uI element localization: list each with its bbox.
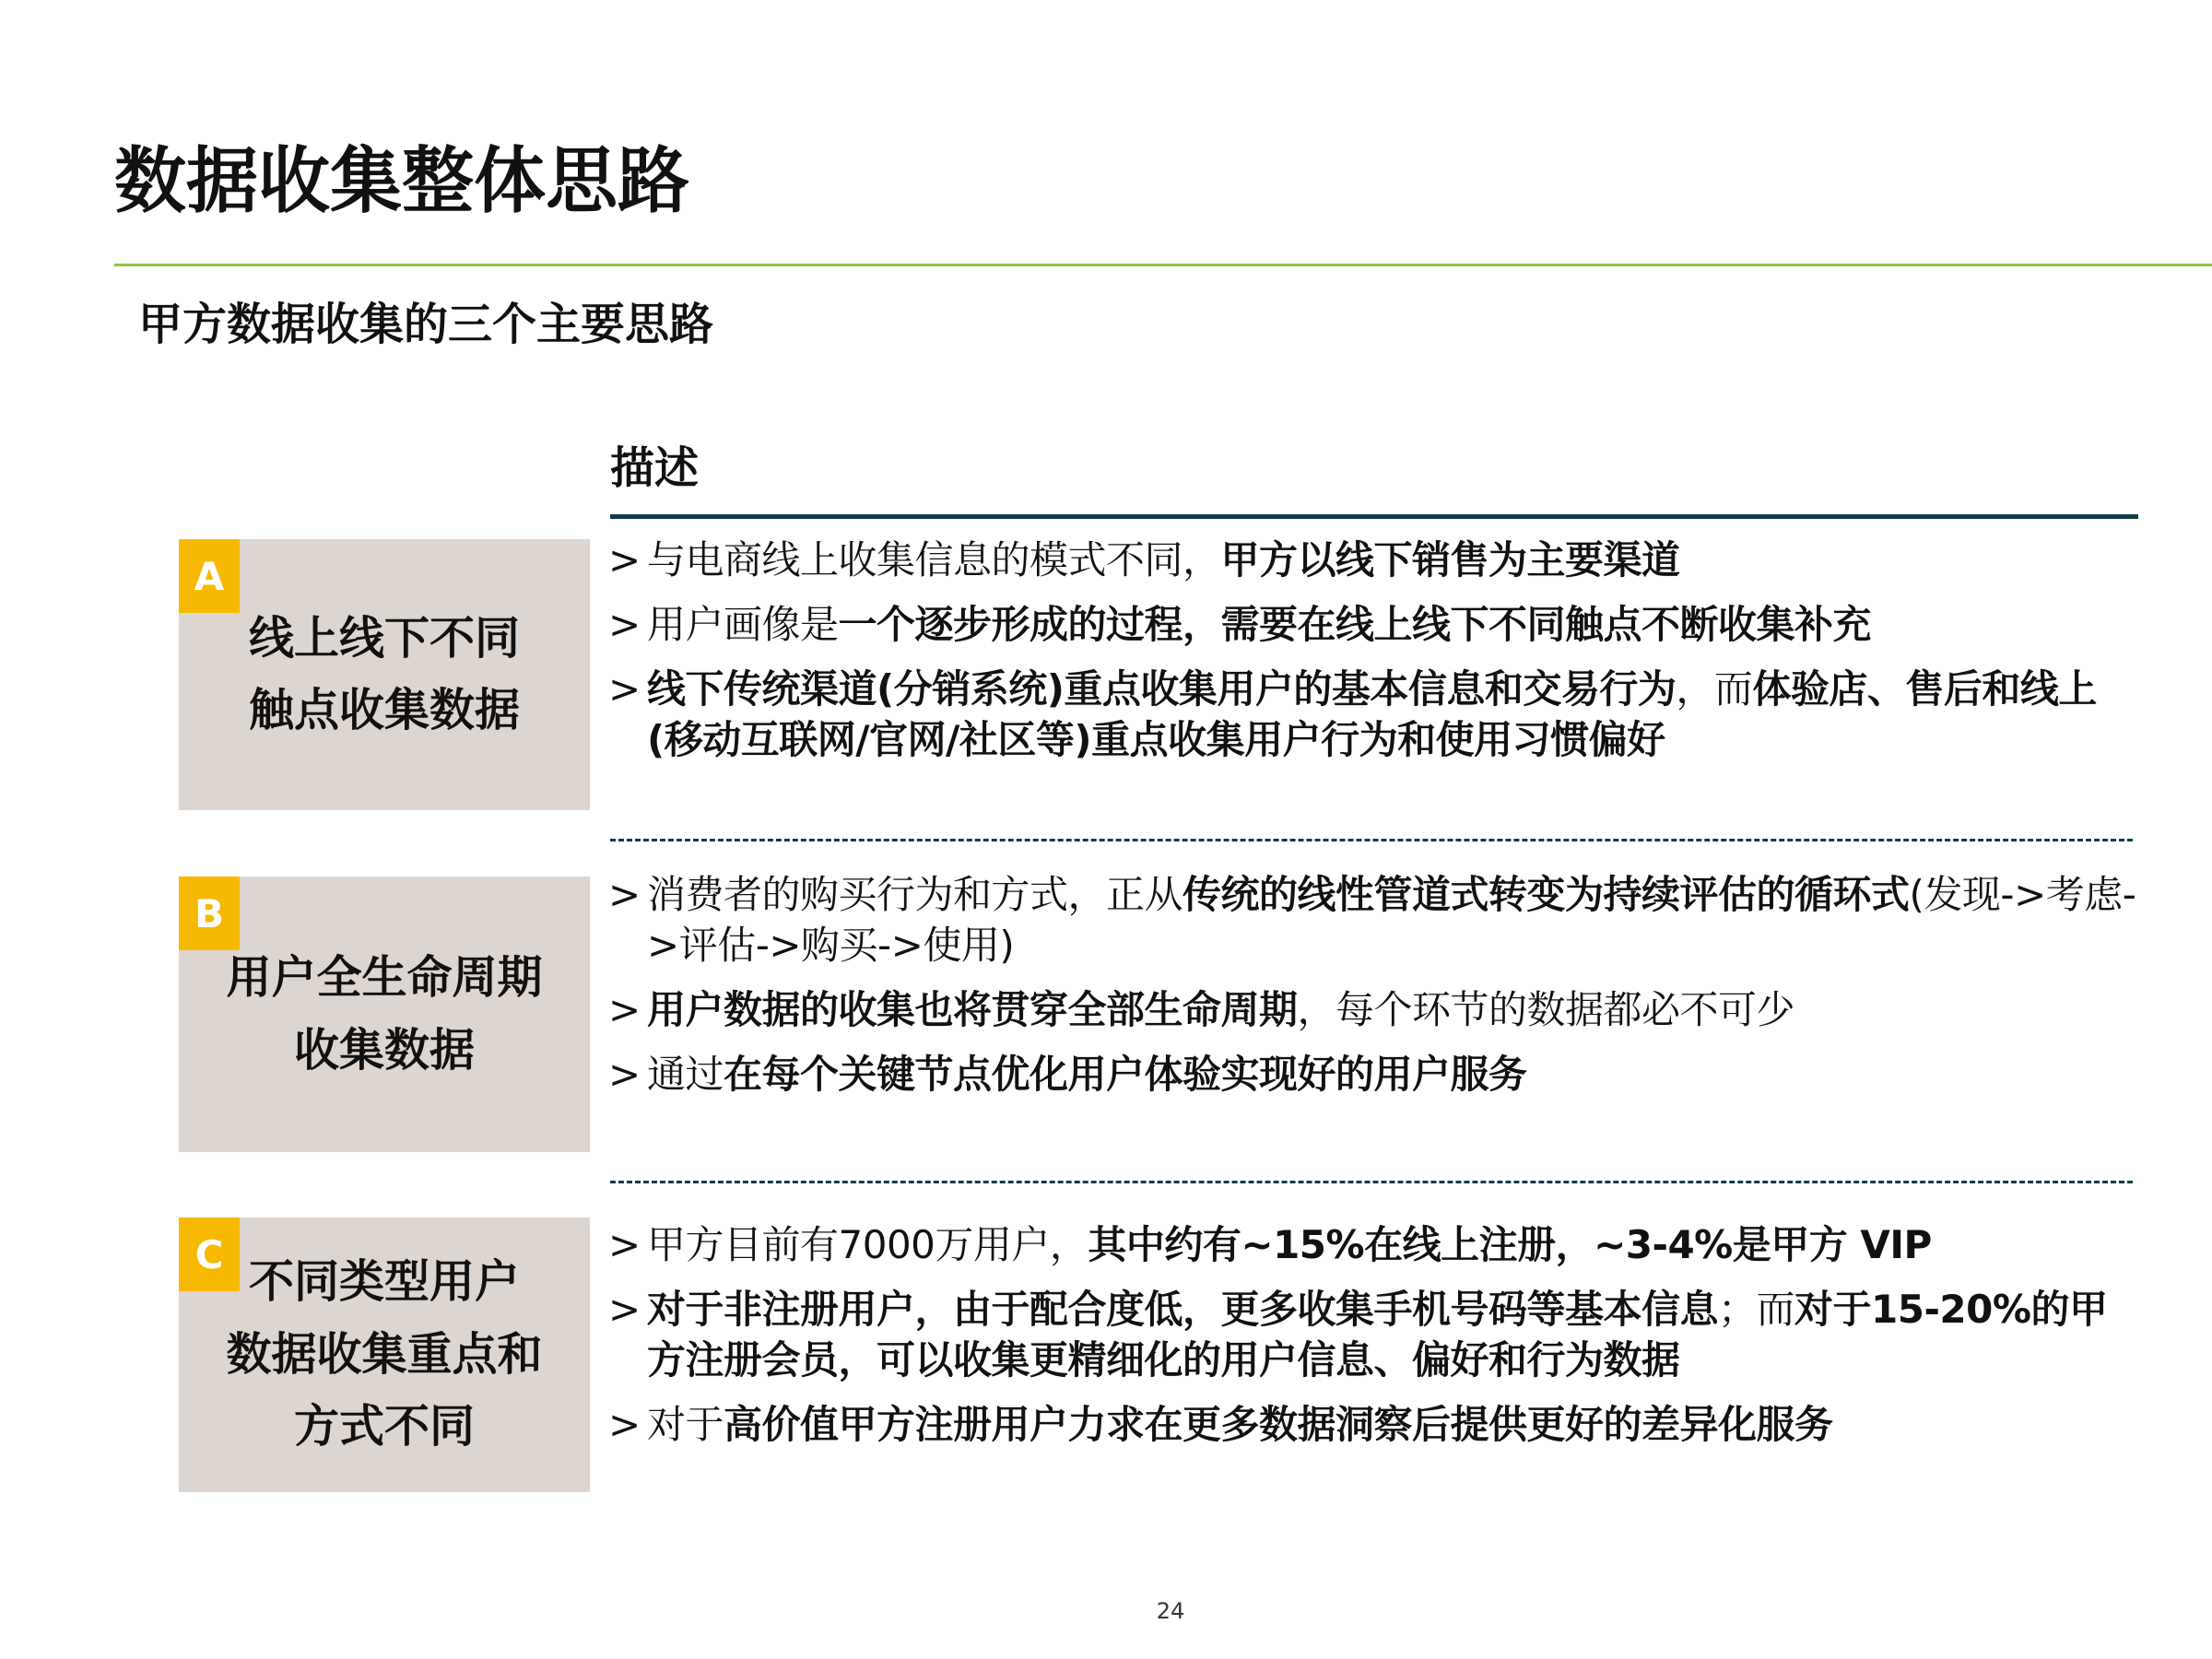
row-b-descriptions xyxy=(608,869,2138,1113)
row-c-descriptions xyxy=(608,1219,2138,1464)
row-b-badge: B xyxy=(179,877,240,950)
row-a-badge: A xyxy=(179,539,240,613)
bold-text-segment: 线下传统渠道(分销系统)重点收集用户的基本信息和交易行为 xyxy=(647,666,1677,712)
description-item xyxy=(608,599,2138,650)
text-segment: ，每个环节的数据都必不可少 xyxy=(1297,987,1795,1032)
description-item xyxy=(608,1399,2138,1450)
bold-text-segment: 对于15-20%的甲方注册会员，可以收集更精细化的用户信息、偏好和行为数据 xyxy=(647,1287,2108,1382)
bullet-marker: > xyxy=(608,1402,641,1447)
description-column-header: 描述 xyxy=(610,442,700,494)
bullet-marker: > xyxy=(608,1052,641,1097)
page-title: 数据收集整体思路 xyxy=(114,140,690,223)
description-item xyxy=(608,535,2138,585)
bullet-marker: > xyxy=(608,1287,641,1332)
row-a-box xyxy=(179,539,590,810)
bold-text-segment: 一个逐步形成的过程，需要在线上线下不同触点不断收集补充 xyxy=(838,602,1872,647)
text-segment: 消费者的购买行为和方式，正从 xyxy=(647,872,1183,917)
text-segment: 与电商线上收集信息的模式不同， xyxy=(647,537,1221,582)
bold-text-segment: 高价值甲方注册用户力求在更多数据洞察后提供更好的差异化服务 xyxy=(724,1402,1833,1447)
row-c-badge: C xyxy=(179,1218,240,1291)
text-segment: ，而 xyxy=(1676,666,1753,712)
row-b-box xyxy=(179,877,590,1152)
bold-text-segment: 体验店、售后和线上(移动互联网/官网/社区等)重点收集用户行为和使用习惯偏好 xyxy=(647,666,2097,762)
description-item xyxy=(608,984,2138,1035)
page-number: 24 xyxy=(1156,1598,1185,1624)
column-header-rule xyxy=(610,514,2138,519)
row-a-descriptions xyxy=(608,535,2138,779)
row-divider-2 xyxy=(610,1181,2133,1183)
bold-text-segment: 甲方以线下销售为主要渠道 xyxy=(1220,537,1680,582)
bullet-marker: > xyxy=(608,602,641,647)
description-item xyxy=(608,869,2138,971)
description-item xyxy=(608,1284,2138,1385)
row-divider-1 xyxy=(610,839,2133,841)
bullet-marker: > xyxy=(608,872,641,917)
row-b-title: 用户全生命周期 收集数据 xyxy=(226,951,543,1077)
description-item xyxy=(608,1049,2138,1100)
text-segment: 对于 xyxy=(647,1402,724,1447)
bullet-marker: > xyxy=(608,537,641,582)
text-segment: 通过 xyxy=(647,1052,724,1097)
row-a-title: 线上线下不同 触点收集数据 xyxy=(248,611,520,736)
text-segment: 甲方目前有7000万用户， xyxy=(647,1222,1088,1267)
title-rule xyxy=(114,264,2212,266)
bold-text-segment: 其中约有~15%在线上注册，~3-4%是甲方 VIP xyxy=(1088,1222,1932,1267)
description-item xyxy=(608,664,2138,765)
bold-text-segment: 用户数据的收集也将贯穿全部生命周期 xyxy=(647,987,1298,1032)
bold-text-segment: 在每个关键节点优化用户体验实现好的用户服务 xyxy=(724,1052,1527,1097)
bullet-marker: > xyxy=(608,1222,641,1267)
bullet-marker: > xyxy=(608,987,641,1032)
bold-text-segment: 对于非注册用户，由于配合度低，更多收集手机号码等基本信息 xyxy=(647,1287,1719,1332)
page-subtitle: 甲方数据收集的三个主要思路 xyxy=(138,299,714,350)
row-c-title: 不同类型用户 数据收集重点和 方式不同 xyxy=(226,1255,543,1453)
text-segment: (发现->考虑->评估->购买->使用) xyxy=(647,872,2136,968)
description-item xyxy=(608,1219,2138,1270)
text-segment: 用户画像是 xyxy=(647,602,839,647)
row-c-box xyxy=(179,1218,590,1492)
bullet-marker: > xyxy=(608,666,641,712)
text-segment: ；而 xyxy=(1718,1287,1795,1332)
bold-text-segment: 传统的线性管道式转变为持续评估的循环式 xyxy=(1182,872,1910,917)
